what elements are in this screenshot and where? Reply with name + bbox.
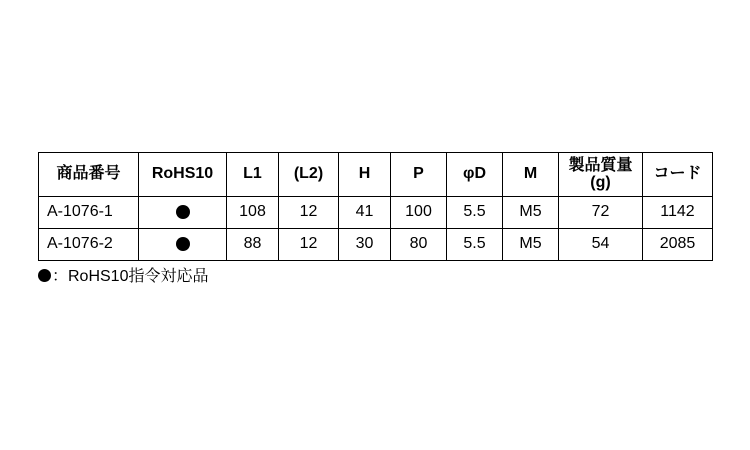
column-header-phi-d: φD — [447, 153, 503, 197]
product-spec-table — [38, 152, 713, 261]
cell-p: 100 — [391, 197, 447, 229]
cell-code: 2085 — [643, 229, 713, 261]
table-body — [39, 197, 713, 261]
cell-m: M5 — [503, 197, 559, 229]
cell-product-number: A-1076-2 — [39, 229, 139, 261]
cell-phi-d: 5.5 — [447, 229, 503, 261]
column-header-product-mass-line1: 製品質量 — [568, 156, 633, 174]
cell-product-mass: 54 — [559, 229, 643, 261]
column-header-l1: L1 — [227, 153, 279, 197]
column-header-product-mass — [559, 153, 643, 197]
rohs-compliant-dot-icon — [176, 237, 190, 251]
cell-m: M5 — [503, 229, 559, 261]
cell-l1: 88 — [227, 229, 279, 261]
column-header-code: コード — [643, 153, 713, 197]
cell-l1: 108 — [227, 197, 279, 229]
cell-h: 30 — [339, 229, 391, 261]
column-header-h: H — [339, 153, 391, 197]
column-header-rohs10: RoHS10 — [139, 153, 227, 197]
cell-product-mass: 72 — [559, 197, 643, 229]
table-row — [39, 197, 713, 229]
cell-h: 41 — [339, 197, 391, 229]
footnote-text: ：RoHS10指令対応品 — [52, 268, 209, 285]
column-header-product-mass-line2: (g) — [590, 173, 611, 191]
cell-product-number: A-1076-1 — [39, 197, 139, 229]
table-row — [39, 229, 713, 261]
cell-l2: 12 — [279, 229, 339, 261]
cell-code: 1142 — [643, 197, 713, 229]
cell-rohs10 — [139, 229, 227, 261]
cell-l2: 12 — [279, 197, 339, 229]
column-header-p: P — [391, 153, 447, 197]
column-header-product-number: 商品番号 — [39, 153, 139, 197]
footnote — [38, 263, 208, 286]
rohs-compliant-dot-icon — [38, 269, 51, 282]
table-header-row — [39, 153, 713, 197]
rohs-compliant-dot-icon — [176, 205, 190, 219]
cell-phi-d: 5.5 — [447, 197, 503, 229]
column-header-l2: (L2) — [279, 153, 339, 197]
table-header — [39, 153, 713, 197]
column-header-m: M — [503, 153, 559, 197]
cell-p: 80 — [391, 229, 447, 261]
cell-rohs10 — [139, 197, 227, 229]
